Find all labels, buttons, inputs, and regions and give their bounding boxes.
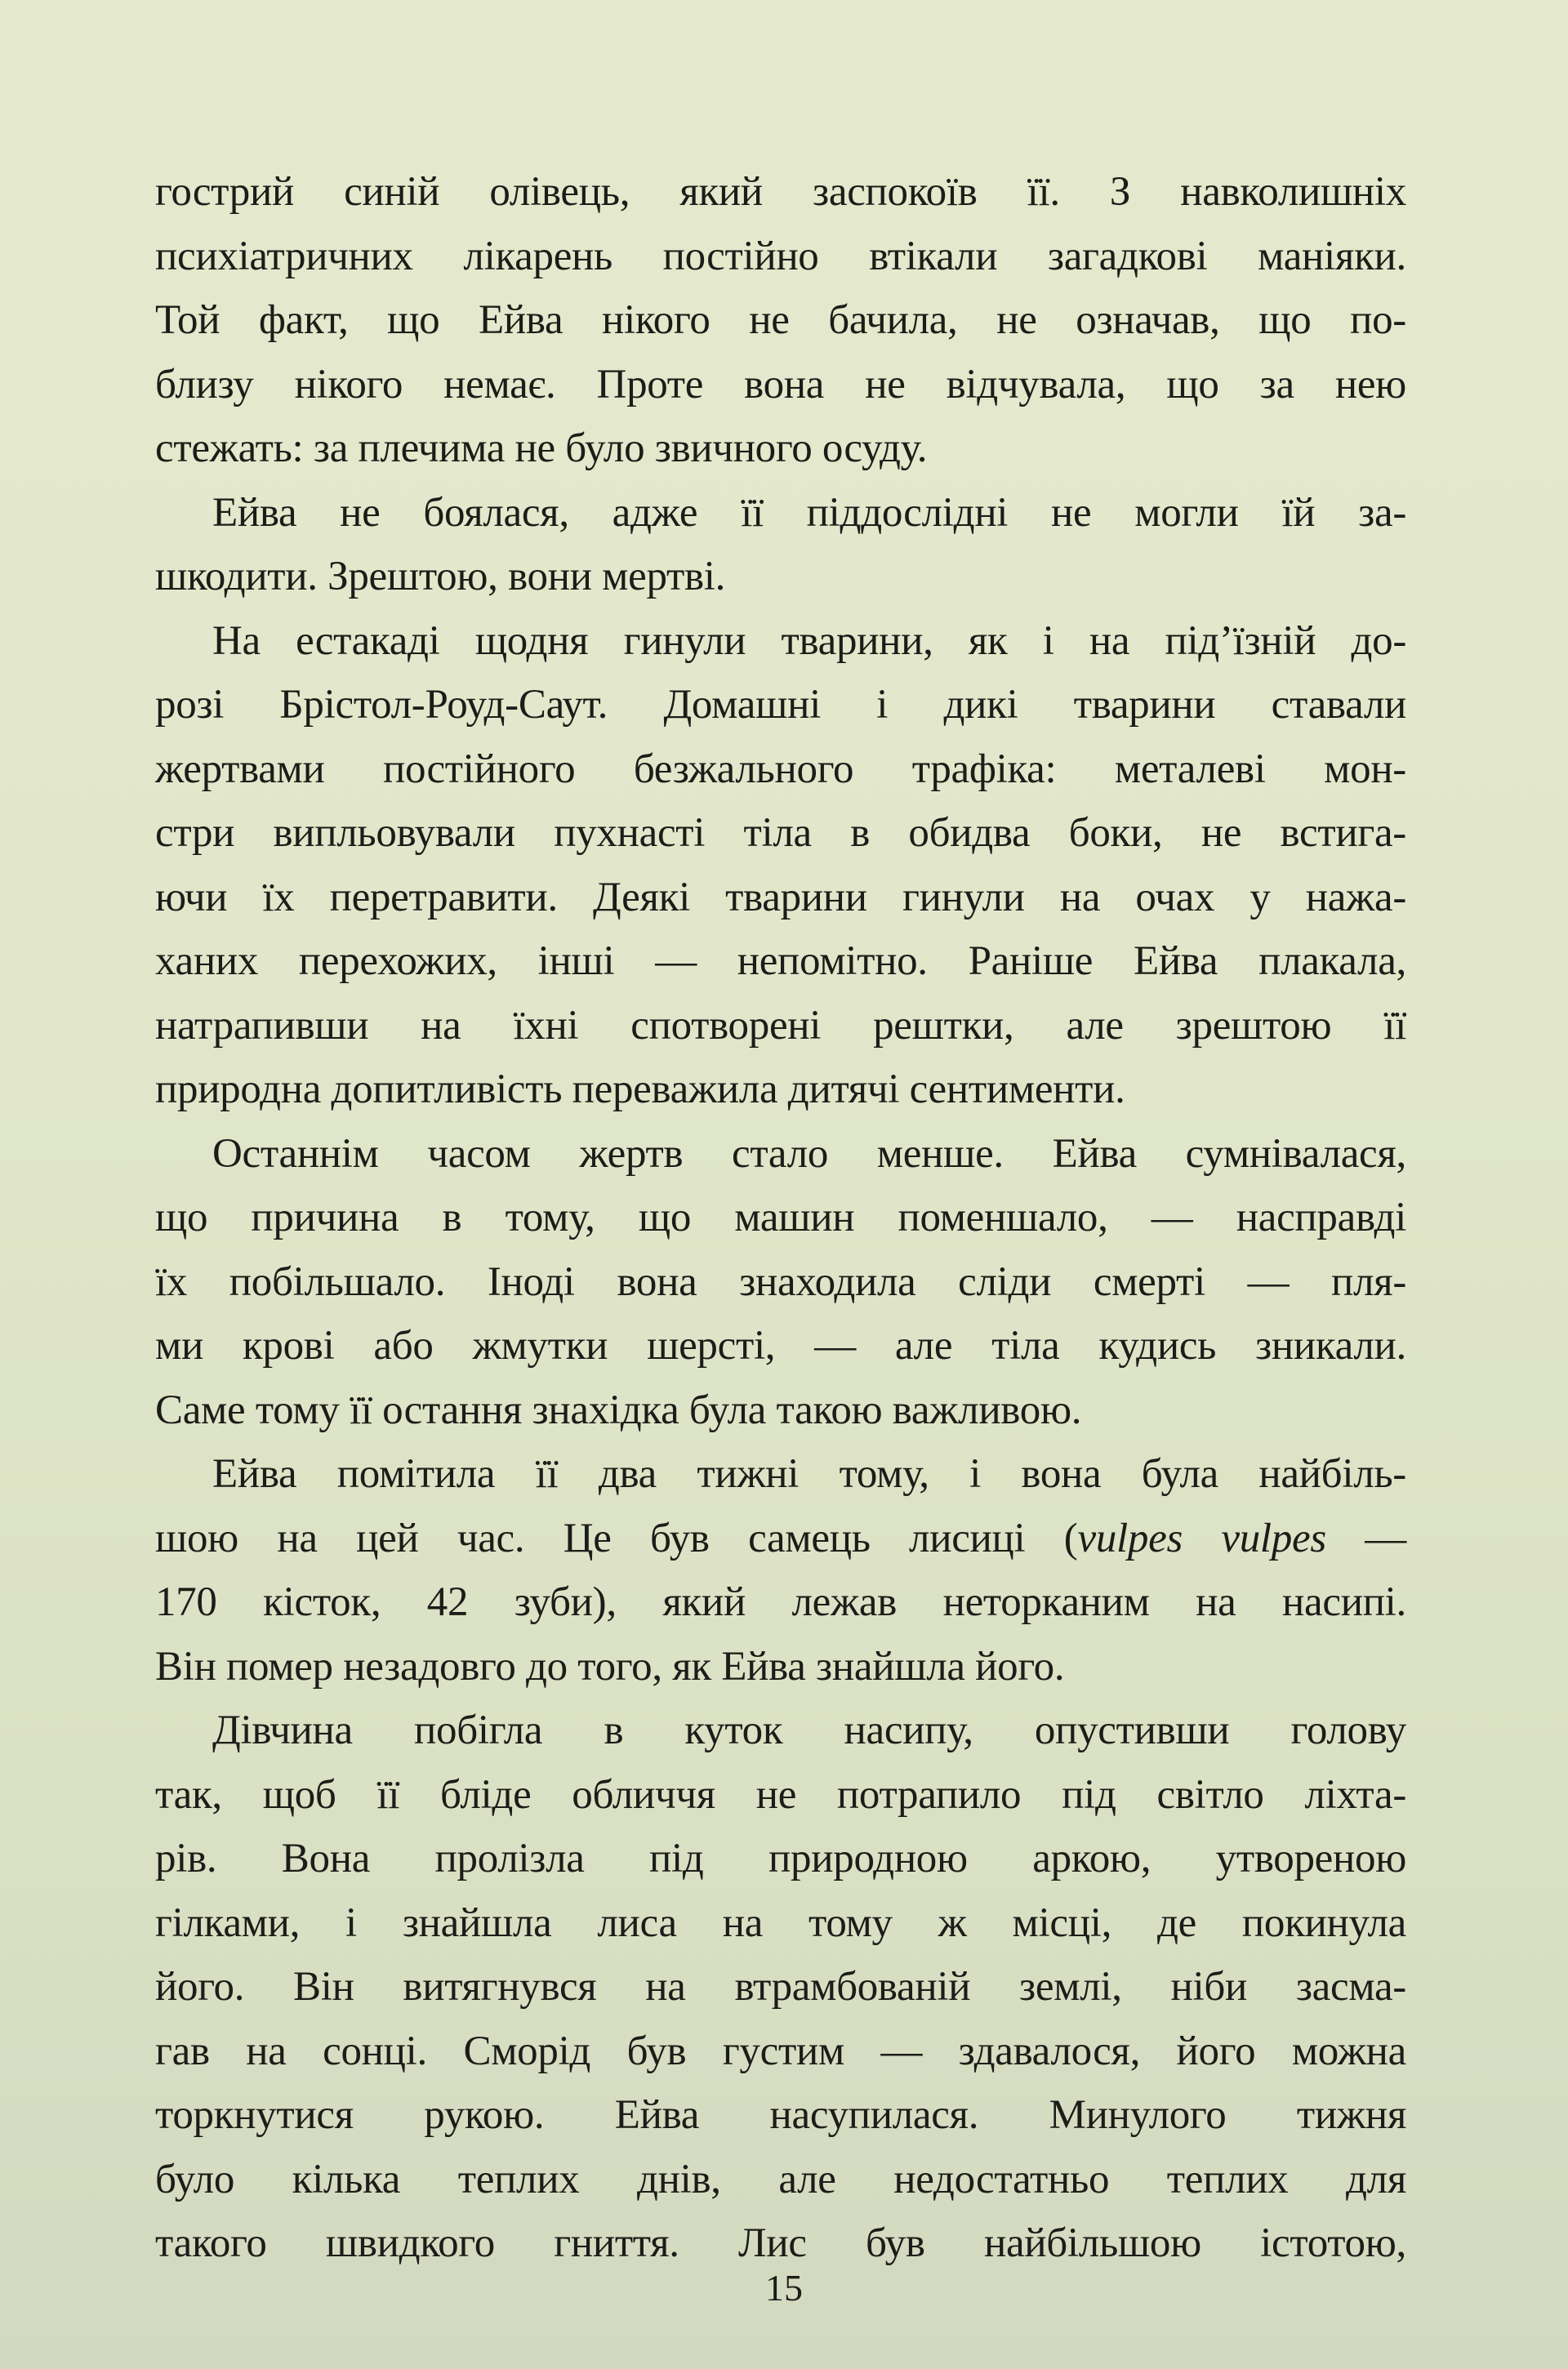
text-line xyxy=(155,1507,1406,1571)
latin-species-name: vulpes vulpes xyxy=(1077,1515,1326,1561)
text-line: Саме тому її остання знахідка була такою важливою. xyxy=(155,1387,1082,1433)
page-number: 15 xyxy=(765,2267,803,2309)
text-line: розі Брістол-Роуд-Саут. Домашні і дикі тварини ставали xyxy=(155,682,1406,728)
text-line: рів. Вона пролізла під природною аркою, утвореною xyxy=(155,1836,1406,1881)
paragraph xyxy=(155,1699,1406,2276)
text-line: природна допитливість переважила дитячі сентименти. xyxy=(155,1066,1125,1112)
text-line: Він помер незадовго до того, як Ейва знайшла його. xyxy=(155,1643,1065,1690)
text-line: гострий синій олівець, який заспокоїв її. З навколишніх xyxy=(155,169,1406,215)
text-line: Дівчина побігла в куток насипу, опустивши голову xyxy=(212,1708,1406,1753)
text-line: близу нікого немає. Проте вона не відчувала, що за нею xyxy=(155,361,1406,407)
text-line: їх побільшало. Іноді вона знаходила сліди смерті — пля- xyxy=(155,1258,1406,1305)
paragraph xyxy=(155,160,1406,481)
text-line: його. Він витягнувся на втрамбованій землі, ніби засма- xyxy=(155,1964,1406,2010)
text-line: жертвами постійного безжального трафіка: металеві мон- xyxy=(155,746,1406,792)
text-line: Ейва помітила її два тижні тому, і вона була найбіль- xyxy=(212,1451,1406,1497)
text-line: гілками, і знайшла лиса на тому ж місці, де покинула xyxy=(155,1899,1406,1946)
text-line: ханих перехожих, інші — непомітно. Раніше Ейва плакала, xyxy=(155,938,1406,984)
text-line: психіатричних лікарень постійно втікали загадкові маніяки. xyxy=(155,233,1406,279)
paragraph xyxy=(155,1442,1406,1699)
text-line: стежать: за плечима не було звичного осуду. xyxy=(155,425,928,471)
text-line: 170 кісток, 42 зуби), який лежав неторканим на насипі. xyxy=(155,1579,1406,1625)
text-line: шкодити. Зрештою, вони мертві. xyxy=(155,554,726,599)
text-line: торкнутися рукою. Ейва насупилася. Минулого тижня xyxy=(155,2092,1406,2138)
book-page-text xyxy=(155,160,1406,2276)
text-line: що причина в тому, що машин поменшало, — насправді xyxy=(155,1195,1406,1240)
text-line: натрапивши на їхні спотворені рештки, але зрештою її xyxy=(155,1002,1406,1049)
paragraph xyxy=(155,481,1406,609)
text-line: стри випльовували пухнасті тіла в обидва боки, не встига- xyxy=(155,810,1406,856)
text-line: такого швидкого гниття. Лис був найбільшою істотою, xyxy=(155,2220,1406,2266)
text-line: ми крові або жмутки шерсті, — але тіла кудись зникали. xyxy=(155,1323,1406,1369)
text-segment: — xyxy=(1325,1515,1406,1561)
text-line: Той факт, що Ейва нікого не бачила, не означав, що по- xyxy=(155,297,1406,343)
text-line: ючи їх перетравити. Деякі тварини гинули на очах у нажа- xyxy=(155,874,1406,920)
text-line: Останнім часом жертв стало менше. Ейва сумнівалася, xyxy=(212,1130,1406,1177)
text-line: Ейва не боялася, адже її піддослідні не могли їй за- xyxy=(212,489,1406,536)
paragraph xyxy=(155,609,1406,1122)
paragraph xyxy=(155,1122,1406,1443)
text-line: так, щоб її бліде обличчя не потрапило під світло ліхта- xyxy=(155,1771,1406,1818)
text-line: було кілька теплих днів, але недостатньо теплих для xyxy=(155,2156,1406,2202)
text-line: гав на сонці. Сморід був густим — здавалося, його можна xyxy=(155,2028,1406,2074)
text-segment: шою на цей час. Це був самець лисиці ( xyxy=(155,1515,1078,1561)
text-line: На естакаді щодня гинули тварини, як і на під’їзній до- xyxy=(212,617,1406,664)
